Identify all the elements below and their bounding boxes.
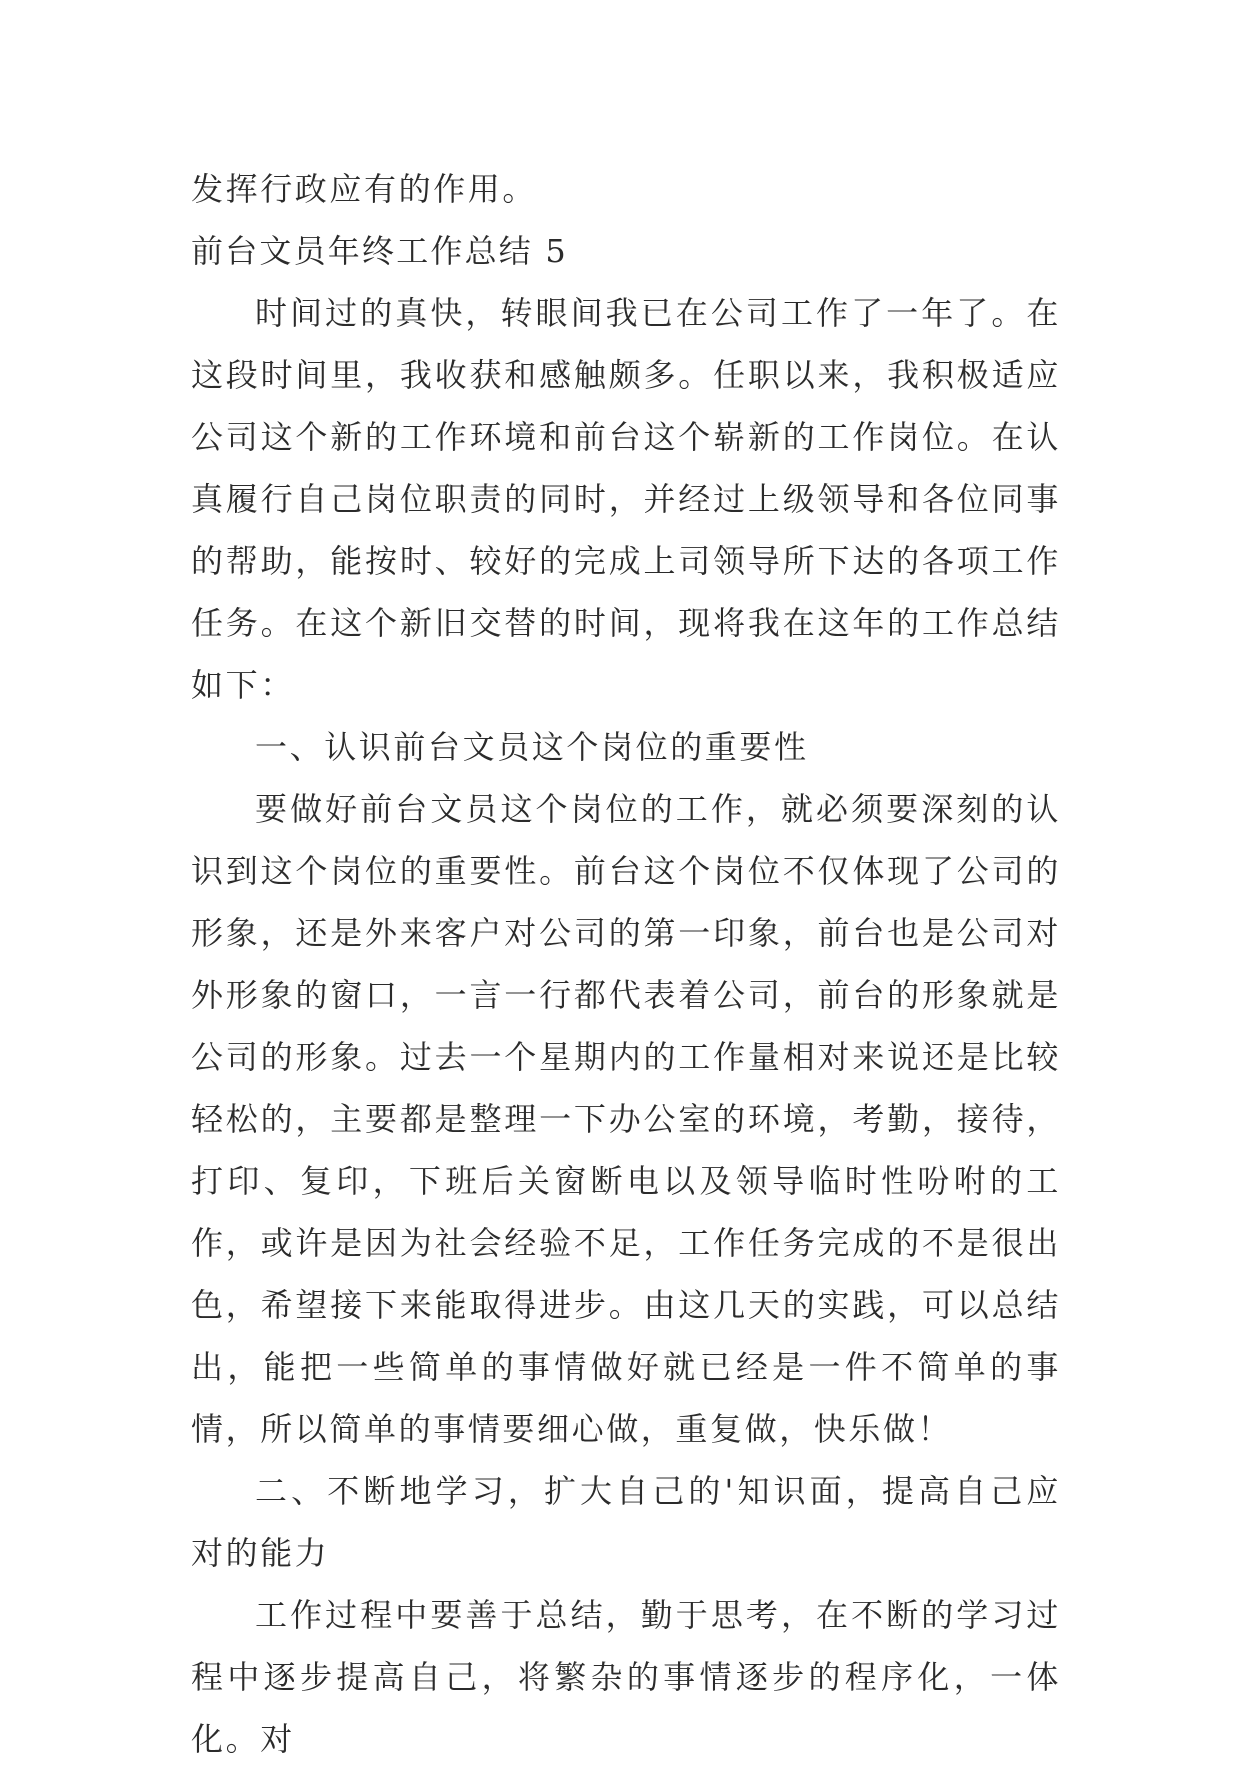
heading-one: 一、认识前台文员这个岗位的重要性 xyxy=(255,728,809,766)
heading-two: 二、不断地学习，扩大自己的'知识面，提高自己应对的能力 xyxy=(191,1472,1061,1572)
paragraph-intro: 时间过的真快，转眼间我已在公司工作了一年了。在这段时间里，我收获和感触颇多。任职以来，我积极适应公司这个新的工作环境和前台这个崭新的工作岗位。在认真履行自己岗位职责的同时，并经过上级领导和各位同事的帮助，能按时、较好的完成上司领导所下达的各项工作任务。在这个新旧交替的时间，现将我在这年的工作总结如下： xyxy=(191,294,1061,704)
paragraph-importance: 要做好前台文员这个岗位的工作，就必须要深刻的认识到这个岗位的重要性。前台这个岗位不仅体现了公司的形象，还是外来客户对公司的第一印象，前台也是公司对外形象的窗口，一言一行都代表着公司，前台的形象就是公司的形象。过去一个星期内的工作量相对来说还是比较轻松的，主要都是整理一下办公室的环境，考勤，接待，打印、复印，下班后关窗断电以及领导临时性吩咐的工作，或许是因为社会经验不足，工作任务完成的不是很出色，希望接下来能取得进步。由这几天的实践，可以总结出，能把一些简单的事情做好就已经是一件不简单的事情，所以简单的事情要细心做，重复做，快乐做！ xyxy=(191,790,1061,1448)
paragraph-learning: 工作过程中要善于总结，勤于思考，在不断的学习过程中逐步提高自己，将繁杂的事情逐步的程序化，一体化。对 xyxy=(191,1596,1061,1758)
document-body xyxy=(191,158,1061,1770)
paragraph-continuation: 发挥行政应有的作用。 xyxy=(191,170,538,208)
section-title: 前台文员年终工作总结 5 xyxy=(191,232,568,270)
